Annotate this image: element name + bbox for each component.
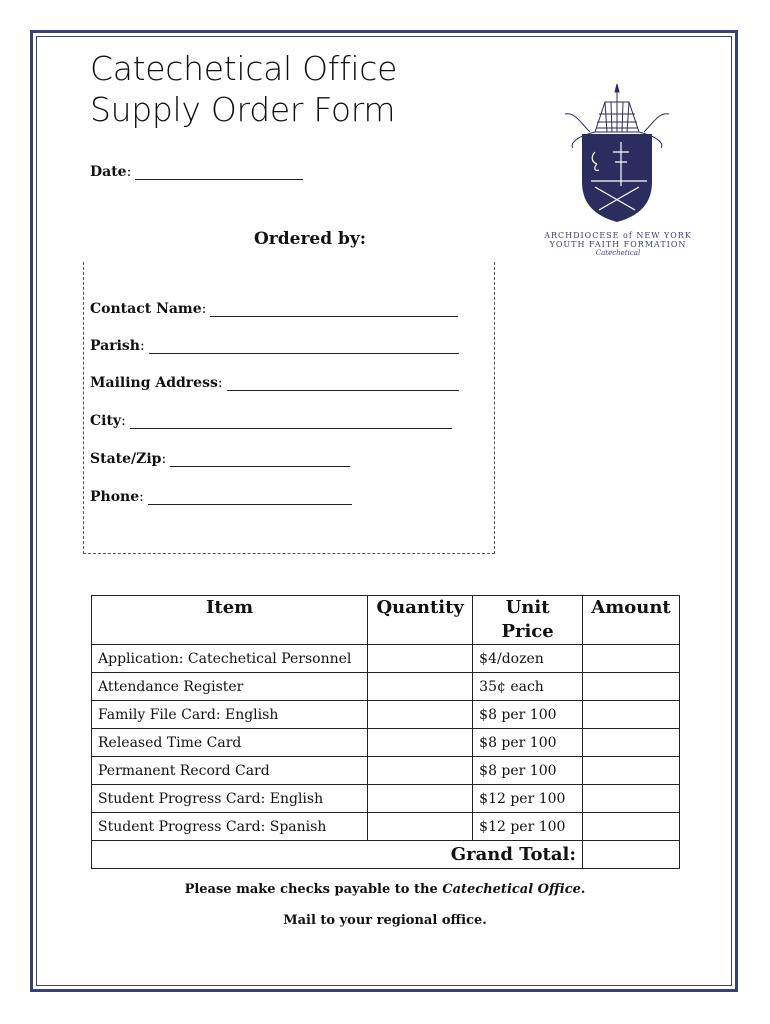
phone-line[interactable] [148, 490, 352, 505]
table-row [92, 757, 680, 785]
amount-cell[interactable] [583, 785, 680, 813]
amount-cell[interactable] [583, 645, 680, 673]
crest-caption-line1: ARCHDIOCESE of NEW YORK [544, 231, 692, 240]
checks-payable-note [0, 882, 770, 897]
quantity-cell[interactable] [368, 757, 473, 785]
header-amount: Amount [583, 596, 680, 645]
grand-total-label: Grand Total: [92, 841, 583, 869]
contact-name-field[interactable]: Contact Name : [90, 301, 458, 317]
state-zip-line[interactable] [170, 452, 350, 467]
order-table [91, 595, 680, 869]
quantity-cell[interactable] [368, 729, 473, 757]
date-line[interactable] [135, 165, 303, 180]
crest-caption [520, 231, 716, 258]
parish-label: Parish [90, 338, 140, 354]
table-row [92, 701, 680, 729]
quantity-cell[interactable] [368, 785, 473, 813]
item-cell: Family File Card: English [92, 701, 368, 729]
table-row [92, 729, 680, 757]
header-item: Item [92, 596, 368, 645]
amount-cell[interactable] [583, 813, 680, 841]
price-cell: $8 per 100 [473, 729, 583, 757]
price-cell: $4/dozen [473, 645, 583, 673]
amount-cell[interactable] [583, 729, 680, 757]
contact-name-label: Contact Name [90, 301, 202, 317]
quantity-cell[interactable] [368, 673, 473, 701]
title-line-1: Catechetical Office [90, 49, 398, 88]
amount-cell[interactable] [583, 757, 680, 785]
checks-prefix: Please make checks payable to the [184, 882, 443, 897]
mail-note: Mail to your regional office. [283, 913, 487, 928]
city-field[interactable]: City : [90, 413, 452, 429]
amount-cell[interactable] [583, 701, 680, 729]
item-cell: Student Progress Card: English [92, 785, 368, 813]
date-field[interactable]: Date : [90, 164, 303, 180]
mailing-address-line[interactable] [227, 376, 459, 391]
parish-line[interactable] [149, 339, 459, 354]
phone-label: Phone [90, 489, 140, 505]
price-cell: $8 per 100 [473, 701, 583, 729]
price-cell: 35¢ each [473, 673, 583, 701]
state-zip-label: State/Zip [90, 451, 162, 467]
phone-field[interactable]: Phone : [90, 489, 352, 505]
mailing-address-label: Mailing Address [90, 375, 218, 391]
checks-payee: Catechetical Office [442, 882, 581, 897]
amount-cell[interactable] [583, 673, 680, 701]
mailing-address-field[interactable]: Mailing Address : [90, 375, 459, 391]
table-row [92, 813, 680, 841]
checks-suffix: . [580, 882, 586, 897]
date-label: Date [90, 164, 127, 180]
quantity-cell[interactable] [368, 645, 473, 673]
title-line-2: Supply Order Form [90, 90, 396, 129]
price-cell: $8 per 100 [473, 757, 583, 785]
item-cell: Application: Catechetical Personnel [92, 645, 368, 673]
grand-total-cell[interactable] [583, 841, 680, 869]
parish-field[interactable]: Parish : [90, 338, 459, 354]
item-cell: Attendance Register [92, 673, 368, 701]
ordered-by-heading: Ordered by: [254, 229, 367, 249]
header-unit-price: Unit Price [473, 596, 583, 645]
price-cell: $12 per 100 [473, 813, 583, 841]
price-cell: $12 per 100 [473, 785, 583, 813]
table-row [92, 673, 680, 701]
item-cell: Released Time Card [92, 729, 368, 757]
header-quantity: Quantity [368, 596, 473, 645]
crest-caption-line3: Catechetical [595, 249, 641, 257]
page-title [90, 48, 397, 130]
quantity-cell[interactable] [368, 701, 473, 729]
table-row [92, 645, 680, 673]
crest-caption-line2: YOUTH FAITH FORMATION [549, 240, 687, 249]
quantity-cell[interactable] [368, 813, 473, 841]
grand-total-row [92, 841, 680, 869]
contact-name-line[interactable] [210, 302, 458, 317]
city-label: City [90, 413, 122, 429]
table-row [92, 785, 680, 813]
table-header-row [92, 596, 680, 645]
item-cell: Student Progress Card: Spanish [92, 813, 368, 841]
item-cell: Permanent Record Card [92, 757, 368, 785]
state-zip-field[interactable]: State/Zip : [90, 451, 350, 467]
city-line[interactable] [130, 414, 452, 429]
